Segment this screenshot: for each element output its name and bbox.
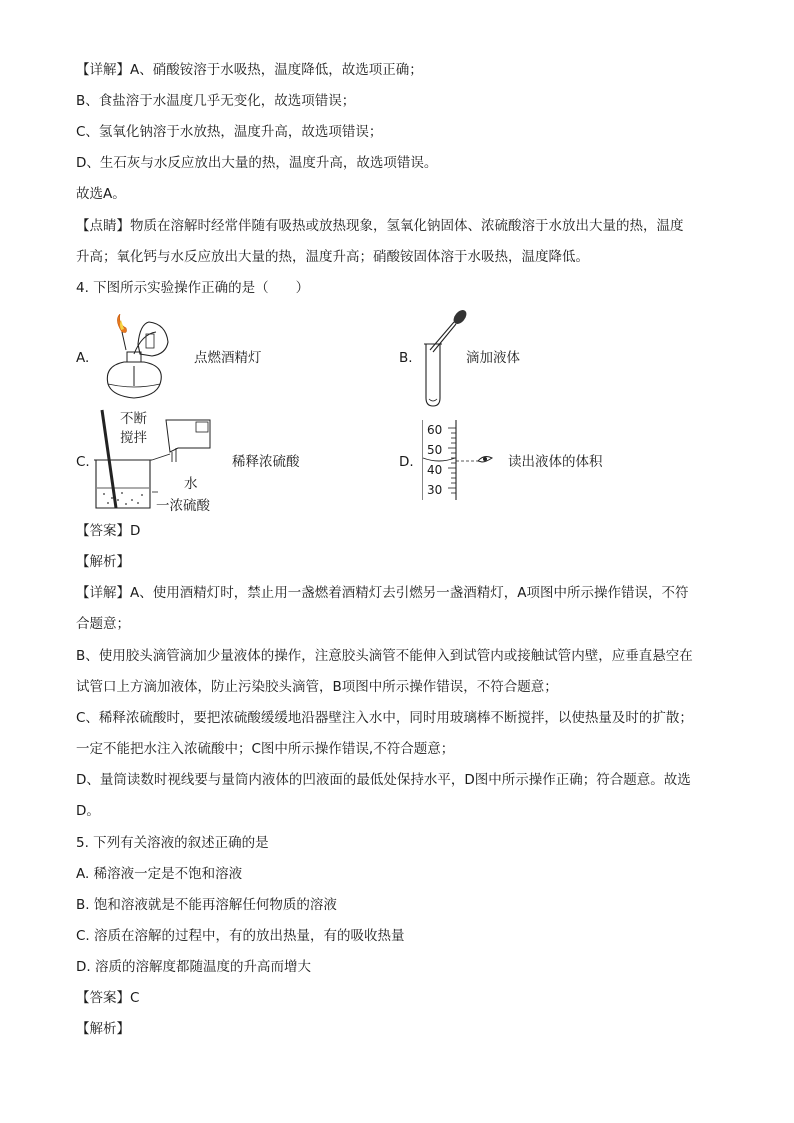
option-c-letter: C. xyxy=(76,454,90,470)
stir-label: 不断 xyxy=(120,411,147,427)
tick-label-50: 50 xyxy=(427,443,443,457)
text-line: 升高；氧化钙与水反应放出大量的热，温度升高；硝酸铵固体溶于水吸热，温度降低。 xyxy=(76,249,589,265)
option-d-letter: D. xyxy=(399,454,414,470)
analysis-label: 【解析】 xyxy=(76,554,130,570)
text-line: 试管口上方滴加液体，防止污染胶头滴管，B项图中所示操作错误，不符合题意； xyxy=(76,679,558,695)
tick-label-30: 30 xyxy=(427,483,443,497)
text-line: C、稀释浓硫酸时，要把浓硫酸缓缓地沿器壁注入水中，同时用玻璃棒不断搅拌，以使热量及时的扩散； xyxy=(76,710,693,726)
tick-label-60: 60 xyxy=(427,423,443,437)
text-line: B、使用胶头滴管滴加少量液体的操作，注意胶头滴管不能伸入到试管内或接触试管内壁，应垂直悬空在 xyxy=(76,648,693,664)
option-c-caption: 稀释浓硫酸 xyxy=(232,454,300,470)
option-a-letter: A. xyxy=(76,350,90,366)
text-line: D、生石灰与水反应放出大量的热，温度升高，故选项错误。 xyxy=(76,155,438,171)
question-5-stem: 5. 下列有关溶液的叙述正确的是 xyxy=(76,835,269,851)
option-b-caption: 滴加液体 xyxy=(466,350,520,366)
text-line: D。 xyxy=(76,803,100,819)
text-line: 一定不能把水注入浓硫酸中；C图中所示操作错误,不符合题意； xyxy=(76,741,455,757)
option-line: D. 溶质的溶解度都随温度的升高而增大 xyxy=(76,959,311,975)
text-line: 【详解】A、使用酒精灯时，禁止用一盏燃着酒精灯去引燃另一盏酒精灯，A项图中所示操作错误，不符 xyxy=(76,585,689,601)
text-line: B、食盐溶于水温度几乎无变化，故选项错误； xyxy=(76,93,356,109)
text-line: 合题意； xyxy=(76,616,130,632)
text-line: 【点睛】物质在溶解时经常伴随有吸热或放热现象，氢氧化钠固体、浓硫酸溶于水放出大量的热，温度 xyxy=(76,218,684,234)
question-4-stem: 4. 下图所示实验操作正确的是（ ） xyxy=(76,280,310,296)
text-line: C、氢氧化钠溶于水放热，温度升高，故选项错误； xyxy=(76,124,383,140)
option-line: B. 饱和溶液就是不能再溶解任何物质的溶液 xyxy=(76,897,337,913)
acid-label: 一浓硫酸 xyxy=(156,498,210,514)
tick-label-40: 40 xyxy=(427,463,443,477)
answer-label: 【答案】C xyxy=(76,990,140,1006)
stir-label-2: 搅拌 xyxy=(120,430,147,446)
text-line: D、量筒读数时视线要与量筒内液体的凹液面的最低处保持水平，D图中所示操作正确；符合题意。故选 xyxy=(76,772,691,788)
option-b-letter: B. xyxy=(399,350,413,366)
option-line: A. 稀溶液一定是不饱和溶液 xyxy=(76,866,243,882)
alcohol-lamp-figure xyxy=(94,314,189,406)
analysis-label: 【解析】 xyxy=(76,1021,130,1037)
water-label: 水 xyxy=(184,476,198,492)
answer-label: 【答案】D xyxy=(76,523,141,539)
text-line: 【详解】A、硝酸铵溶于水吸热，温度降低，故选项正确； xyxy=(76,62,423,78)
option-d-caption: 读出液体的体积 xyxy=(508,454,603,470)
option-line: C. 溶质在溶解的过程中，有的放出热量，有的吸收热量 xyxy=(76,928,405,944)
option-a-caption: 点燃酒精灯 xyxy=(194,350,262,366)
text-line: 故选A。 xyxy=(76,186,126,202)
